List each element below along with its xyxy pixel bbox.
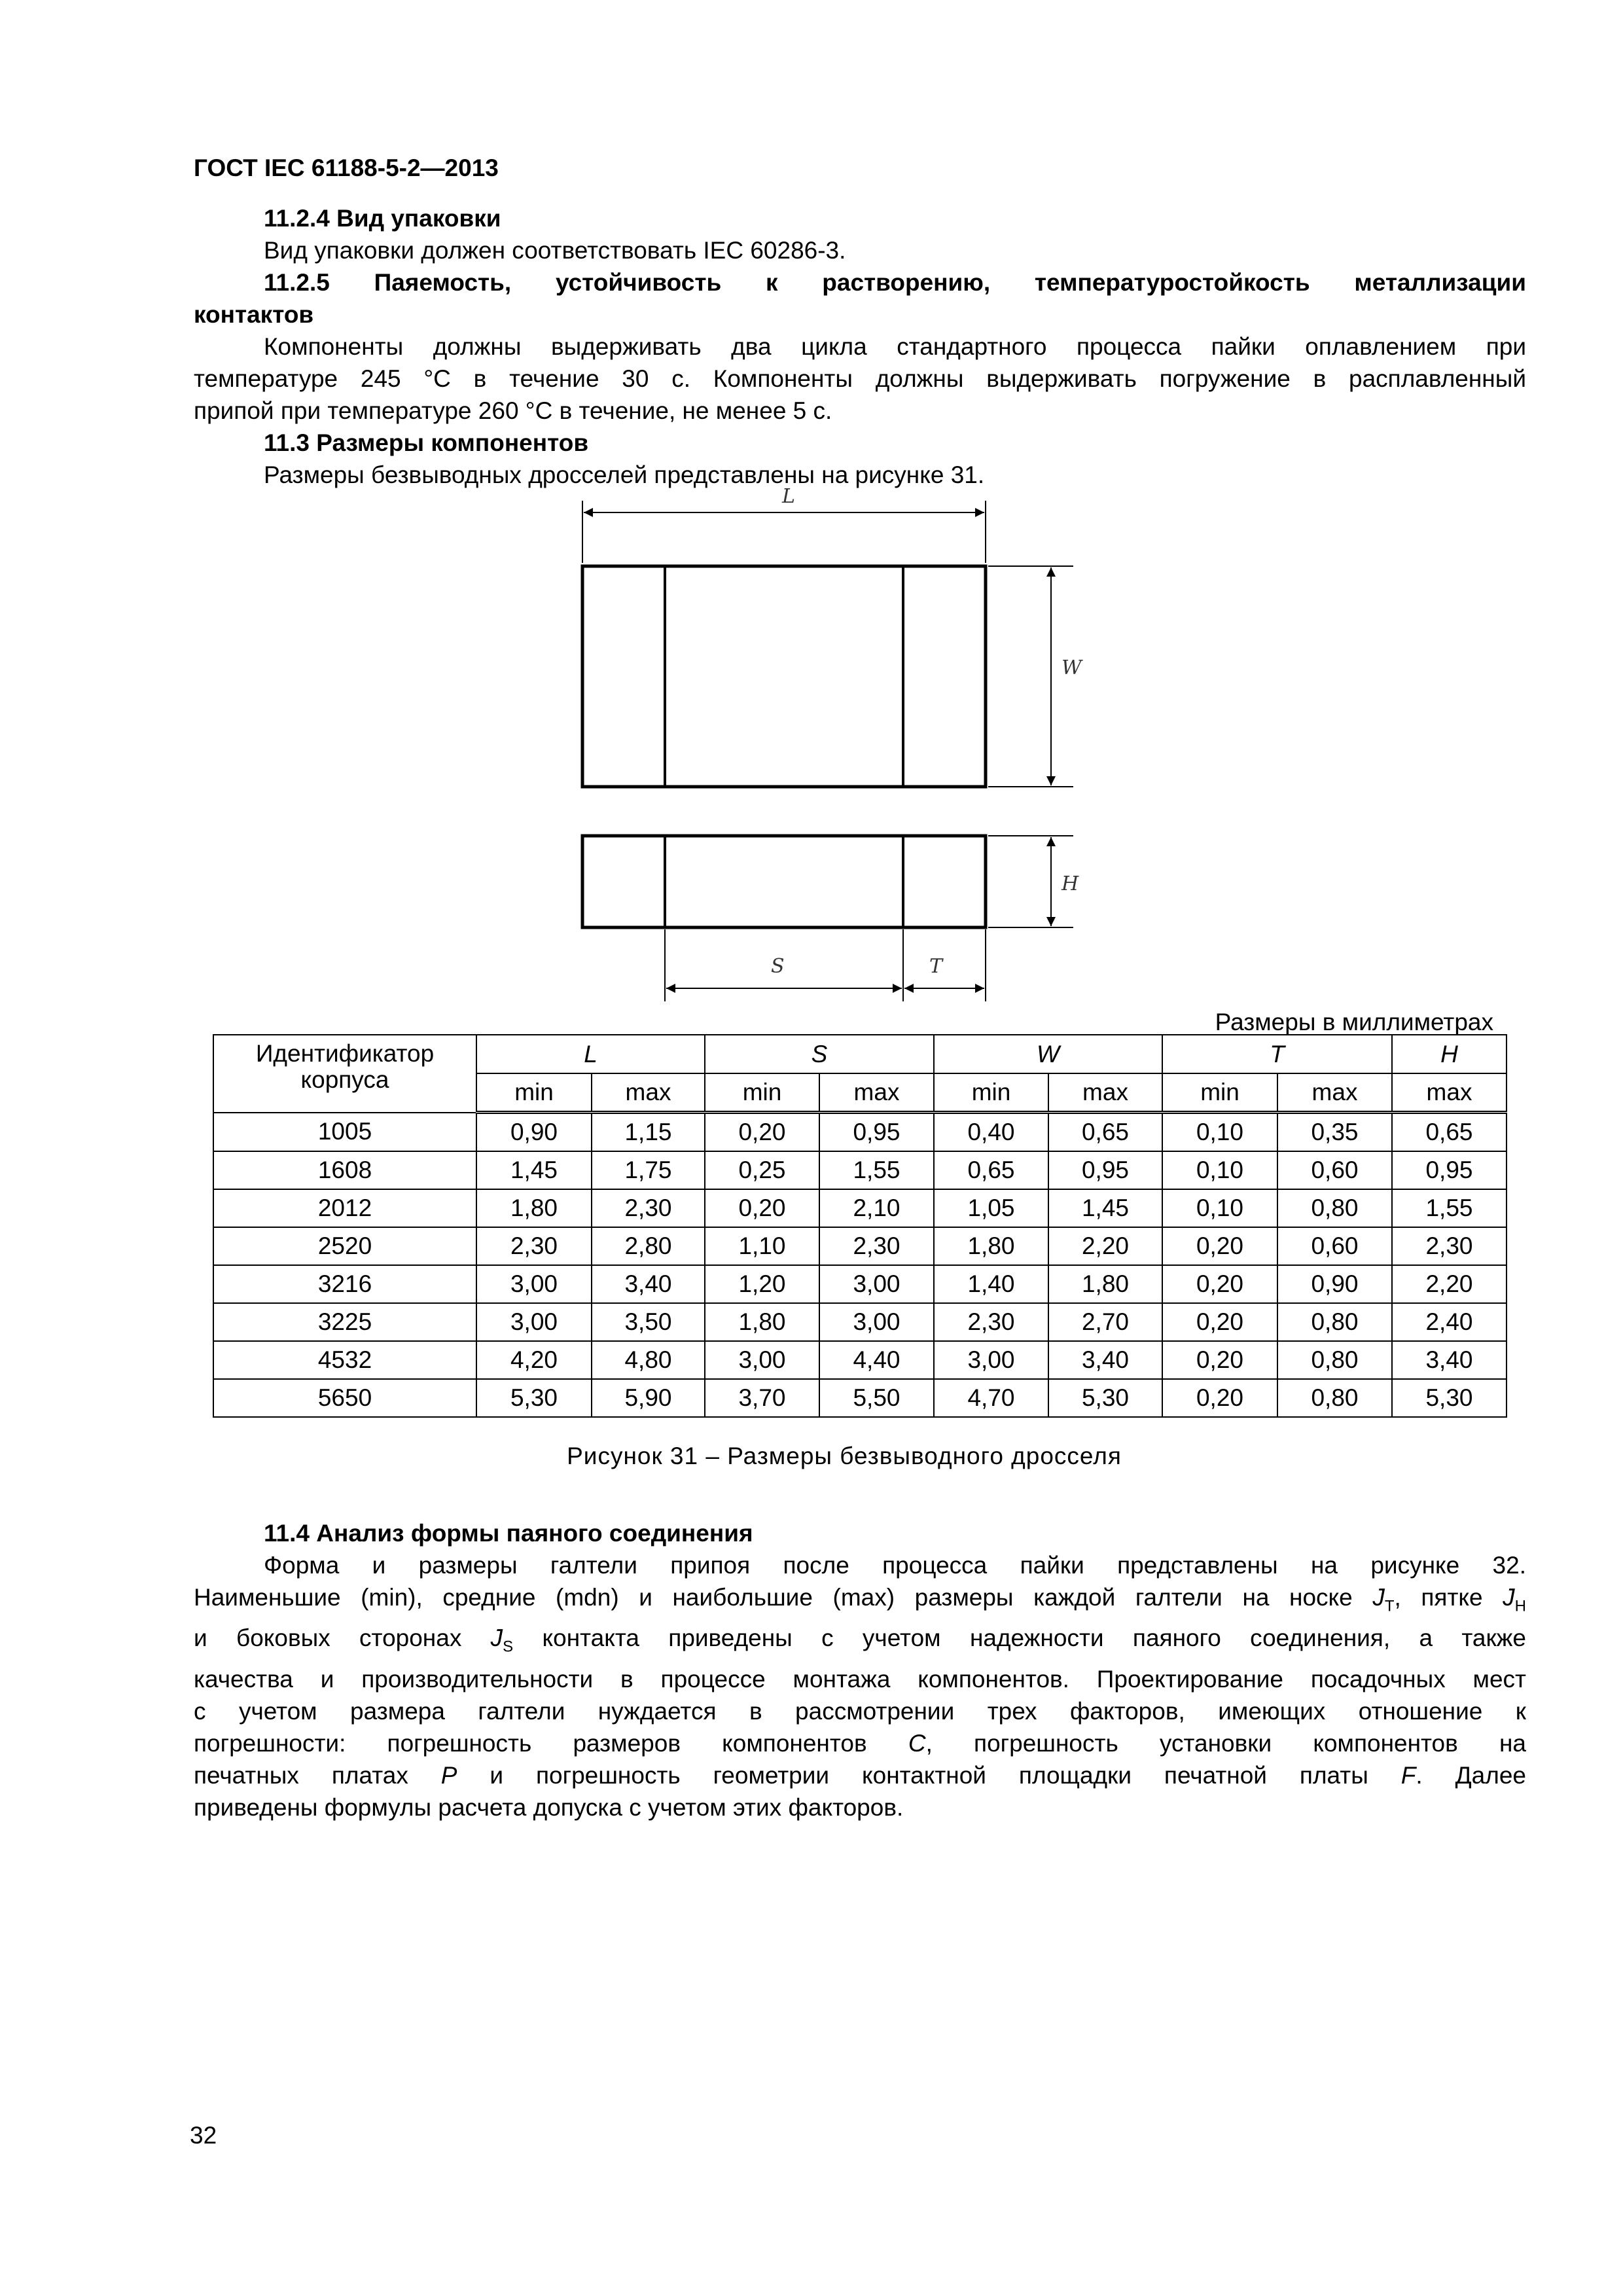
heading-11-4: 11.4 Анализ формы паяного соединения: [264, 1520, 753, 1547]
table-cell-value: 1,80: [934, 1227, 1048, 1265]
table-cell-value: 3,00: [476, 1303, 592, 1341]
units-note: Размеры в миллиметрах: [1215, 1009, 1493, 1035]
table-cell-value: 1,45: [476, 1151, 592, 1189]
symbol-C: C: [908, 1729, 926, 1757]
table-cell-value: 0,40: [934, 1113, 1048, 1152]
paragraph-11-3: Размеры безвыводных дросселей представлены на рисунке 31.: [264, 461, 985, 488]
table-cell-value: 1,55: [1392, 1189, 1507, 1227]
table-cell-value: 0,95: [1048, 1151, 1162, 1189]
table-cell-value: 0,80: [1277, 1303, 1392, 1341]
table-cell-value: 4,20: [476, 1341, 592, 1379]
subheader-S-max: max: [819, 1073, 934, 1113]
text-run: , пятке: [1394, 1584, 1503, 1611]
table-cell-value: 1,05: [934, 1189, 1048, 1227]
table-cell-value: 0,10: [1162, 1151, 1277, 1189]
table-cell-value: 0,20: [1162, 1265, 1277, 1303]
table-cell-value: 2,40: [1392, 1303, 1507, 1341]
table-cell-value: 0,90: [1277, 1265, 1392, 1303]
header-W: W: [934, 1035, 1162, 1073]
document-header: ГОСТ IEC 61188-5-2—2013: [194, 154, 499, 181]
paragraph-11-4-line2: [194, 1581, 1526, 1622]
table-cell-value: 2,30: [1392, 1227, 1507, 1265]
heading-11-2-5-line1: 11.2.5 Паяемость, устойчивость к растворению, температуростойкость металлизации: [264, 269, 1526, 296]
table-cell-value: 0,35: [1277, 1113, 1392, 1152]
table-cell-value: 0,65: [934, 1151, 1048, 1189]
page-number: 32: [190, 2122, 217, 2149]
table-cell-value: 1,45: [1048, 1189, 1162, 1227]
table-row: [213, 1265, 1507, 1303]
table-body: [213, 1113, 1507, 1418]
table-cell-value: 3,00: [819, 1265, 934, 1303]
text-run: и погрешность геометрии контактной площадки печатной платы: [457, 1761, 1401, 1789]
dimension-S-T: [665, 929, 986, 1001]
dimension-L: [582, 501, 986, 563]
subheader-S-min: min: [705, 1073, 819, 1113]
section-11-2-4: [194, 202, 1526, 266]
table-cell-value: 0,80: [1277, 1341, 1392, 1379]
table-cell-value: 5,30: [1392, 1379, 1507, 1417]
table-cell-package-id: 2012: [213, 1189, 476, 1227]
table-cell-value: 0,20: [1162, 1341, 1277, 1379]
label-H: H: [1061, 872, 1079, 895]
table-cell-value: 3,40: [1048, 1341, 1162, 1379]
table-cell-value: 0,20: [1162, 1303, 1277, 1341]
subscript: S: [503, 1638, 514, 1656]
header-T: T: [1162, 1035, 1392, 1073]
side-view: [582, 836, 986, 927]
paragraph-11-2-5-line2: температуре 245 °С в течение 30 с. Компоненты должны выдерживать погружение в расплавленный: [194, 365, 1526, 392]
subheader-T-min: min: [1162, 1073, 1277, 1113]
table-cell-value: 0,20: [705, 1113, 819, 1152]
table-cell-value: 2,10: [819, 1189, 934, 1227]
table-row: [213, 1113, 1507, 1152]
symbol-J: J: [490, 1624, 503, 1652]
table-cell-value: 3,00: [476, 1265, 592, 1303]
subheader-W-max: max: [1048, 1073, 1162, 1113]
table-row: [213, 1227, 1507, 1265]
symbol-F: F: [1400, 1761, 1416, 1789]
table-cell-value: 3,70: [705, 1379, 819, 1417]
table-cell-value: 1,40: [934, 1265, 1048, 1303]
table-cell-value: 1,80: [1048, 1265, 1162, 1303]
table-cell-package-id: 4532: [213, 1341, 476, 1379]
table-row: [213, 1151, 1507, 1189]
subscript: H: [1514, 1597, 1526, 1615]
table-cell-value: 3,00: [819, 1303, 934, 1341]
heading-11-2-5-line2: контактов: [194, 301, 314, 328]
text-run: и боковых сторонах: [194, 1624, 491, 1652]
subheader-H-max: max: [1392, 1073, 1507, 1113]
table-cell-value: 0,10: [1162, 1189, 1277, 1227]
text-run: . Далее: [1416, 1761, 1526, 1789]
subheader-T-max: max: [1277, 1073, 1392, 1113]
table-header-row: [213, 1035, 1507, 1073]
table-cell-value: 3,50: [592, 1303, 705, 1341]
table-cell-value: 0,80: [1277, 1379, 1392, 1417]
symbol-J: J: [1503, 1584, 1515, 1611]
table-row: [213, 1189, 1507, 1227]
paragraph-11-4-line4: качества и производительности в процессе монтажа компонентов. Проектирование посадочных мест: [194, 1665, 1526, 1693]
table-cell-value: 1,55: [819, 1151, 934, 1189]
top-view: [582, 566, 986, 787]
table-cell-value: 2,30: [819, 1227, 934, 1265]
table-cell-value: 2,30: [476, 1227, 592, 1265]
paragraph-11-2-4: Вид упаковки должен соответствовать IEC 60286-3.: [264, 237, 846, 264]
figure-caption: Рисунок 31 – Размеры безвыводного дросселя: [567, 1443, 1122, 1469]
table-cell-value: 1,20: [705, 1265, 819, 1303]
table-cell-value: 1,80: [705, 1303, 819, 1341]
paragraph-11-4-line8: приведены формулы расчета допуска с учетом этих факторов.: [194, 1793, 904, 1821]
section-11-4: [194, 1517, 1526, 1823]
table-cell-value: 0,10: [1162, 1113, 1277, 1152]
header-package-id: Идентификатор корпуса: [213, 1035, 476, 1113]
table-cell-package-id: 1005: [213, 1113, 476, 1152]
table-cell-value: 1,15: [592, 1113, 705, 1152]
table-cell-value: 1,10: [705, 1227, 819, 1265]
table-cell-value: 2,20: [1392, 1265, 1507, 1303]
table-cell-value: 4,40: [819, 1341, 934, 1379]
table-cell-value: 1,80: [476, 1189, 592, 1227]
table-cell-value: 2,70: [1048, 1303, 1162, 1341]
heading-11-2-4: 11.2.4 Вид упаковки: [264, 205, 501, 232]
paragraph-11-4-line7: [194, 1759, 1526, 1791]
table-cell-value: 1,75: [592, 1151, 705, 1189]
table-cell-value: 0,20: [1162, 1227, 1277, 1265]
subheader-W-min: min: [934, 1073, 1048, 1113]
table-cell-package-id: 3216: [213, 1265, 476, 1303]
table-cell-value: 4,70: [934, 1379, 1048, 1417]
table-cell-value: 3,40: [592, 1265, 705, 1303]
table-cell-value: 0,95: [1392, 1151, 1507, 1189]
table-cell-value: 0,60: [1277, 1227, 1392, 1265]
symbol-P: P: [440, 1761, 457, 1789]
label-S: S: [771, 955, 785, 978]
paragraph-11-4-line3: [194, 1622, 1526, 1662]
symbol-J: J: [1372, 1584, 1385, 1611]
label-L: L: [782, 485, 795, 508]
text-run: печатных платах: [194, 1761, 441, 1789]
table-cell-value: 0,65: [1048, 1113, 1162, 1152]
text-run: погрешности: погрешность размеров компонентов: [194, 1729, 908, 1757]
text-run: , погрешность установки компонентов на: [925, 1729, 1527, 1757]
table-row: [213, 1303, 1507, 1341]
dimension-H: [988, 836, 1073, 927]
table-cell-package-id: 5650: [213, 1379, 476, 1417]
header-S: S: [705, 1035, 934, 1073]
table-cell-value: 2,30: [592, 1189, 705, 1227]
table-cell-value: 0,25: [705, 1151, 819, 1189]
table-cell-value: 0,20: [1162, 1379, 1277, 1417]
table-cell-value: 0,95: [819, 1113, 934, 1152]
table-cell-value: 3,40: [1392, 1341, 1507, 1379]
paragraph-11-4-line1: Форма и размеры галтели припоя после процесса пайки представлены на рисунке 32.: [264, 1552, 1526, 1579]
table-row: [213, 1379, 1507, 1417]
table-cell-value: 0,90: [476, 1113, 592, 1152]
table-cell-value: 3,00: [934, 1341, 1048, 1379]
section-11-2-5: [194, 266, 1526, 427]
table-cell-value: 5,30: [476, 1379, 592, 1417]
text-run: контакта приведены с учетом надежности паяного соединения, а также: [513, 1624, 1526, 1652]
table-cell-value: 5,90: [592, 1379, 705, 1417]
subheader-L-min: min: [476, 1073, 592, 1113]
paragraph-11-2-5-line3: припой при температуре 260 °С в течение, не менее 5 с.: [194, 397, 832, 424]
subheader-L-max: max: [592, 1073, 705, 1113]
dimensions-table: [213, 1034, 1507, 1418]
heading-11-3: 11.3 Размеры компонентов: [264, 429, 589, 456]
paragraph-11-4-line5: с учетом размера галтели нуждается в рассмотрении трех факторов, имеющих отношение к: [194, 1697, 1526, 1725]
table-cell-value: 2,30: [934, 1303, 1048, 1341]
dimension-W: [988, 566, 1073, 787]
subscript: T: [1384, 1597, 1395, 1615]
table-cell-value: 2,80: [592, 1227, 705, 1265]
section-11-3: [194, 427, 1526, 491]
table-cell-value: 0,20: [705, 1189, 819, 1227]
table-cell-value: 4,80: [592, 1341, 705, 1379]
header-H: H: [1392, 1035, 1507, 1073]
table-cell-value: 0,60: [1277, 1151, 1392, 1189]
table-cell-value: 2,20: [1048, 1227, 1162, 1265]
table-cell-value: 5,50: [819, 1379, 934, 1417]
table-cell-package-id: 2520: [213, 1227, 476, 1265]
table-cell-value: 0,65: [1392, 1113, 1507, 1152]
table-cell-value: 0,80: [1277, 1189, 1392, 1227]
label-W: W: [1061, 656, 1082, 679]
label-T: T: [929, 955, 943, 978]
header-L: L: [476, 1035, 705, 1073]
table-cell-package-id: 3225: [213, 1303, 476, 1341]
table-cell-value: 5,30: [1048, 1379, 1162, 1417]
table-row: [213, 1341, 1507, 1379]
table-cell-package-id: 1608: [213, 1151, 476, 1189]
paragraph-11-2-5-line1: Компоненты должны выдерживать два цикла стандартного процесса пайки оплавлением при: [264, 333, 1526, 360]
text-run: Наименьшие (min), средние (mdn) и наибольшие (max) размеры каждой галтели на носке: [194, 1584, 1373, 1611]
paragraph-11-4-line6: [194, 1727, 1526, 1759]
table-cell-value: 3,00: [705, 1341, 819, 1379]
